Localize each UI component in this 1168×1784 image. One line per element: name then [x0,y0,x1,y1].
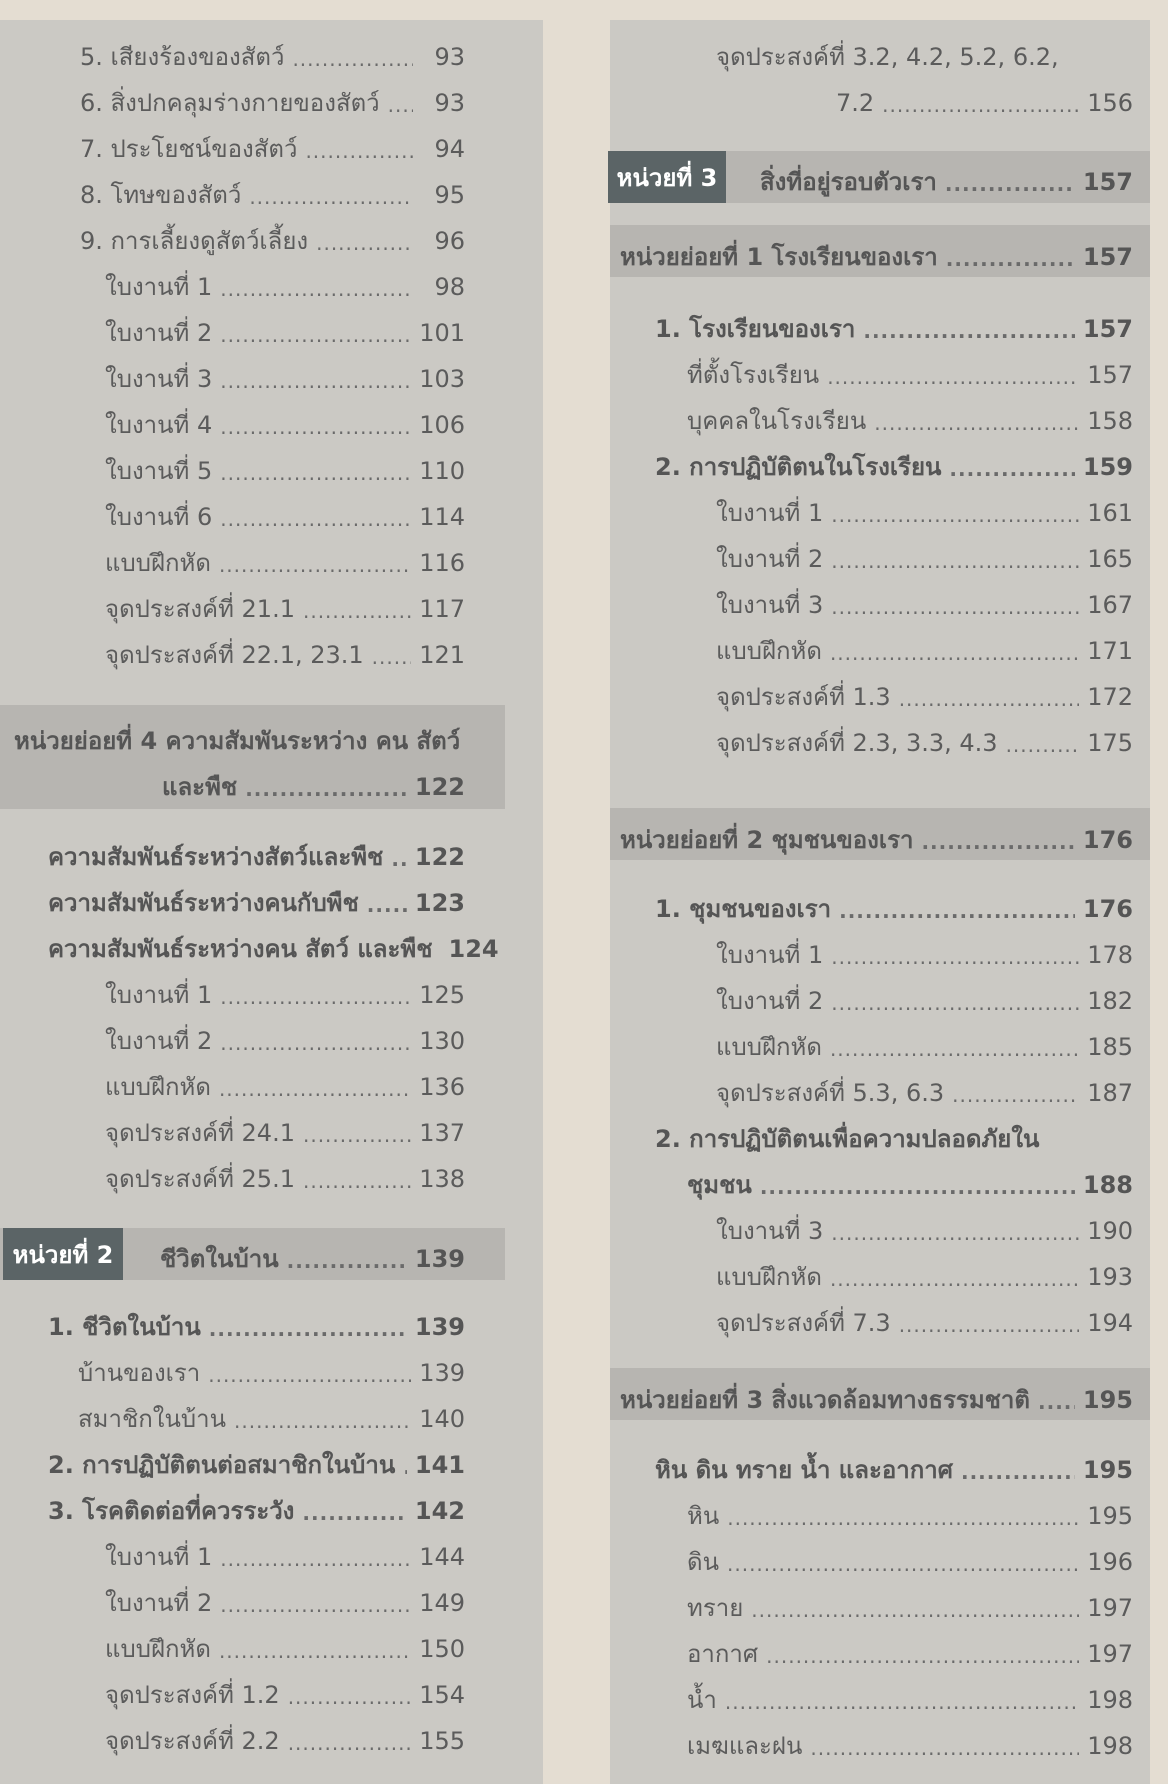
toc-entry[interactable]: จุดประสงค์ที่ 24.1 ..... 137 [105,1104,465,1148]
toc-entry[interactable]: จุดประสงค์ที่ 1.2 ..... 154 [105,1666,465,1710]
leader-dots [831,548,1079,574]
leader-dots [220,506,411,532]
toc-entry[interactable]: จุดประสงค์ที่ 7.3 ..... 194 [716,1294,1133,1338]
toc-entry[interactable]: ใบงานที่ 2 ..... 165 [716,530,1133,574]
leader-dots [209,1316,407,1342]
toc-entry[interactable]: ใบงานที่ 1 ..... 161 [716,484,1133,528]
leader-dots [288,1684,411,1710]
toc-entry[interactable]: 3. โรคติดต่อที่ควรระวัง ..... 142 [48,1482,465,1526]
leader-dots [391,846,407,872]
leader-dots [208,1362,411,1388]
toc-entry[interactable]: 9. การเลี้ยงดูสัตว์เลี้ยง ..... 96 [80,212,465,256]
toc-entry[interactable]: ความสัมพันธ์ระหว่างคนกับพืช ..... 123 [48,874,465,918]
leader-dots [831,1220,1079,1246]
toc-entry[interactable]: ใบงานที่ 2 ..... 101 [105,304,465,348]
leader-dots [220,368,411,394]
leader-dots [245,776,407,802]
toc-entry[interactable]: 2. การปฏิบัติตนเพื่อความปลอดภัยใน [655,1125,1040,1153]
toc-entry[interactable]: บุคคลในโรงเรียน ..... 158 [687,392,1133,436]
toc-entry[interactable]: 6. สิ่งปกคลุมร่างกายของสัตว์ ..... 93 [80,74,465,118]
leader-dots [760,1174,1075,1200]
subunit-3-title[interactable]: หน่วยย่อยที่ 3 สิ่งแวดล้อมทางธรรมชาติ ..... 195 [620,1371,1133,1415]
leader-dots [220,276,413,302]
leader-dots [220,414,411,440]
toc-entry-continued-line1[interactable]: จุดประสงค์ที่ 3.2, 4.2, 5.2, 6.2, [716,43,1059,71]
leader-dots [303,598,411,624]
leader-dots [220,460,411,486]
leader-dots [388,92,413,118]
toc-entry[interactable]: สมาชิกในบ้าน ..... 140 [78,1390,465,1434]
toc-entry[interactable]: 1. โรงเรียนของเรา ..... 157 [655,300,1133,344]
leader-dots [367,892,407,918]
toc-entry[interactable]: 2. การปฏิบัติตนต่อสมาชิกในบ้าน ..... 141 [48,1436,465,1480]
leader-dots [831,594,1079,620]
toc-entry[interactable]: จุดประสงค์ที่ 25.1 ..... 138 [105,1150,465,1194]
leader-dots [292,46,413,72]
toc-entry[interactable]: ที่ตั้งโรงเรียน ..... 157 [687,346,1133,390]
toc-entry[interactable]: ใบงานที่ 2 ..... 149 [105,1574,465,1618]
toc-entry[interactable]: จุดประสงค์ที่ 2.2 ..... 155 [105,1712,465,1756]
subunit-4-title-line1[interactable]: หน่วยย่อยที่ 4 ความสัมพันระหว่าง คน สัตว์ [14,727,461,755]
unit-2-title[interactable]: ชีวิตในบ้าน ..... 139 [160,1230,465,1274]
subunit-1-title[interactable]: หน่วยย่อยที่ 1 โรงเรียนของเรา ..... 157 [620,228,1133,272]
toc-entry[interactable]: หิน ..... 195 [687,1487,1133,1531]
leader-dots [921,829,1074,855]
toc-entry[interactable]: จุดประสงค์ที่ 22.1, 23.1 ..... 121 [105,626,465,670]
toc-entry[interactable]: อากาศ ..... 197 [687,1625,1133,1669]
leader-dots [863,318,1075,344]
leader-dots [403,1454,407,1480]
leader-dots [766,1643,1079,1669]
leader-dots [949,456,1074,482]
toc-entry[interactable]: ใบงานที่ 6 ..... 114 [105,488,465,532]
leader-dots [220,1030,411,1056]
leader-dots [899,1312,1079,1338]
leader-dots [302,1500,406,1526]
leader-dots [810,1735,1079,1761]
leader-dots [287,1248,407,1274]
toc-entry[interactable]: ใบงานที่ 1 ..... 144 [105,1528,465,1572]
toc-entry[interactable]: 8. โทษของสัตว์ ..... 95 [80,166,465,210]
leader-dots [899,686,1079,712]
unit-3-title[interactable]: สิ่งที่อยู่รอบตัวเรา ..... 157 [760,153,1133,197]
unit-3-badge: หน่วยที่ 3 [608,151,726,203]
toc-entry[interactable]: ความสัมพันธ์ระหว่างสัตว์และพืช ..... 122 [48,828,465,872]
leader-dots [831,990,1079,1016]
toc-entry[interactable]: 1. ชุมชนของเรา ..... 176 [655,880,1133,924]
leader-dots [372,644,412,670]
leader-dots [249,184,413,210]
leader-dots [831,502,1079,528]
toc-entry[interactable]: ใบงานที่ 5 ..... 110 [105,442,465,486]
toc-entry[interactable]: แบบฝึกหัด ..... 136 [105,1058,465,1102]
toc-entry[interactable]: ใบงานที่ 1 ..... 125 [105,966,465,1010]
leader-dots [219,552,411,578]
leader-dots [751,1597,1079,1623]
leader-dots [827,364,1079,390]
toc-entry-continued-line2[interactable]: 7.2 ..... 156 [836,74,1133,118]
subunit-2-title[interactable]: หน่วยย่อยที่ 2 ชุมชนของเรา ..... 176 [620,811,1133,855]
toc-entry[interactable]: จุดประสงค์ที่ 21.1 ..... 117 [105,580,465,624]
toc-entry[interactable]: ใบงานที่ 2 ..... 130 [105,1012,465,1056]
leader-dots [830,640,1079,666]
leader-dots [219,1076,411,1102]
leader-dots [220,1546,411,1572]
toc-entry[interactable]: จุดประสงค์ที่ 5.3, 6.3 ..... 187 [716,1064,1133,1108]
toc-entry[interactable]: แบบฝึกหัด ..... 171 [716,622,1133,666]
leader-dots [316,230,413,256]
leader-dots [830,1266,1079,1292]
toc-entry[interactable]: น้ำ ..... 198 [687,1671,1133,1715]
leader-dots [303,1122,411,1148]
toc-entry[interactable]: แบบฝึกหัด ..... 193 [716,1248,1133,1292]
leader-dots [839,898,1075,924]
leader-dots [288,1730,411,1756]
leader-dots [831,944,1079,970]
leader-dots [234,1408,411,1434]
leader-dots [961,1459,1075,1485]
toc-entry[interactable]: ทราย ..... 197 [687,1579,1133,1623]
toc-entry[interactable]: เมฆและฝน ..... 198 [687,1717,1133,1761]
toc-entry[interactable]: ชุมชน ..... 188 [687,1156,1133,1200]
leader-dots [1006,732,1080,758]
leader-dots [220,984,411,1010]
leader-dots [727,1551,1079,1577]
toc-entry[interactable]: ใบงานที่ 2 ..... 182 [716,972,1133,1016]
leader-dots [1038,1389,1075,1415]
toc-entry[interactable]: หิน ดิน ทราย น้ำ และอากาศ ..... 195 [655,1441,1133,1485]
subunit-4-title-line2[interactable]: และพืช ..... 122 [162,758,465,802]
toc-entry[interactable]: 2. การปฏิบัติตนในโรงเรียน ..... 159 [655,438,1133,482]
leader-dots [945,171,1075,197]
toc-entry[interactable]: ดิน ..... 196 [687,1533,1133,1577]
toc-entry[interactable]: ใบงานที่ 3 ..... 190 [716,1202,1133,1246]
leader-dots [303,1168,411,1194]
toc-entry[interactable]: ใบงานที่ 1 ..... 98 [105,258,465,302]
toc-entry[interactable]: จุดประสงค์ที่ 2.3, 3.3, 4.3 ..... 175 [716,714,1133,758]
leader-dots [305,138,413,164]
leader-dots [882,92,1079,118]
unit-2-badge: หน่วยที่ 2 [3,1228,123,1280]
leader-dots [727,1505,1079,1531]
toc-entry[interactable]: ความสัมพันธ์ระหว่างคน สัตว์ และพืช 124 [48,935,499,963]
leader-dots [220,1592,411,1618]
toc-entry[interactable]: ใบงานที่ 3 ..... 167 [716,576,1133,620]
toc-entry[interactable]: ใบงานที่ 3 ..... 103 [105,350,465,394]
toc-entry[interactable]: 1. ชีวิตในบ้าน ..... 139 [48,1298,465,1342]
leader-dots [220,322,411,348]
toc-entry[interactable]: ใบงานที่ 4 ..... 106 [105,396,465,440]
toc-entry[interactable]: บ้านของเรา ..... 139 [78,1344,465,1388]
leader-dots [830,1036,1079,1062]
leader-dots [725,1689,1079,1715]
toc-entry[interactable]: 7. ประโยชน์ของสัตว์ ..... 94 [80,120,465,164]
toc-entry[interactable]: จุดประสงค์ที่ 1.3 ..... 172 [716,668,1133,712]
toc-entry[interactable]: แบบฝึกหัด ..... 185 [716,1018,1133,1062]
toc-entry[interactable]: แบบฝึกหัด ..... 150 [105,1620,465,1664]
toc-entry[interactable]: 5. เสียงร้องของสัตว์ ..... 93 [80,28,465,72]
leader-dots [952,1082,1079,1108]
toc-entry[interactable]: แบบฝึกหัด ..... 116 [105,534,465,578]
leader-dots [874,410,1079,436]
toc-entry[interactable]: ใบงานที่ 1 ..... 178 [716,926,1133,970]
leader-dots [219,1638,411,1664]
leader-dots [946,246,1075,272]
